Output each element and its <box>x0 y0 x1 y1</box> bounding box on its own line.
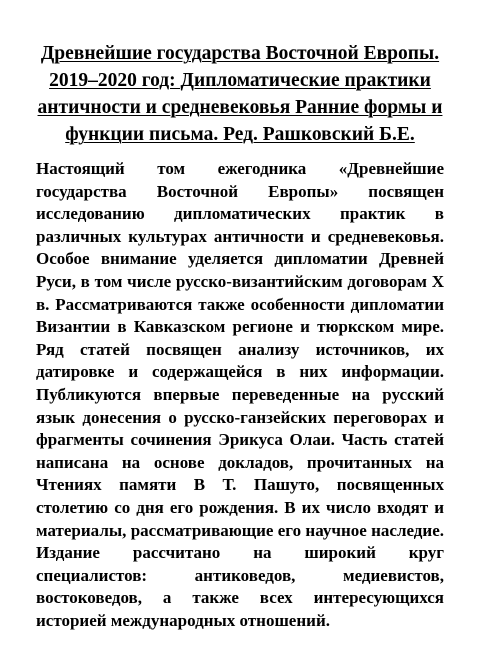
document-body: Настоящий том ежегодника «Древнейшие государства Восточной Европы» посвящен исследованию дипломатических практик в различных культурах античности и средневековья. Особое внимание уделяется дипломатии Древней Руси, в том числе русско-византийским договорам X в. Рассматриваются также особенности дипломатии Византии в Кавказском регионе и тюркском мире. Ряд статей посвящен анализу источников, их датировке и содержащейся в них информации. Публикуются впервые переведенные на русский язык донесения о русско-ганзейских переговорах и фрагменты сочинения Эрикуса Олаи. Часть статей написана на основе докладов, прочитанных на Чтениях памяти В Т. Пашуто, посвященных столетию со дня его рождения. В их число входят и материалы, рассматривающие его научное наследие. Издание рассчитано на широкий круг специалистов: антиковедов, медиевистов, востоковедов, а также всех интересующихся историей международных отношений. <box>36 159 444 630</box>
document-title: Древнейшие государства Восточной Европы. 2019–2020 год: Дипломатические практики античности и средневековья Ранние формы и функции письма. Ред. Рашковский Б.Е. <box>37 43 443 145</box>
